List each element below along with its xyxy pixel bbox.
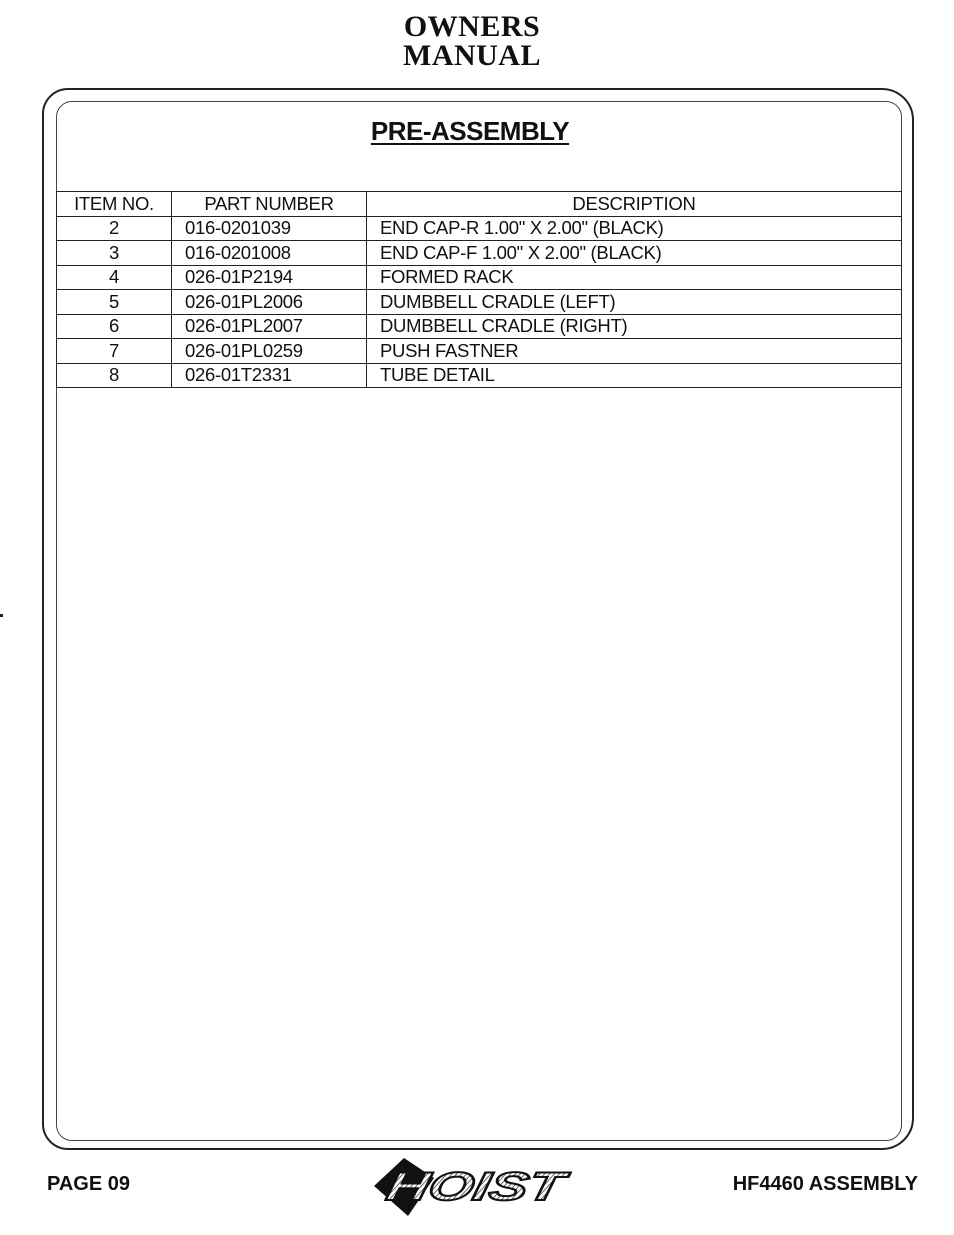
part-number-cell: 016-0201039 <box>172 216 367 241</box>
table-row <box>57 241 902 266</box>
item-no-cell: 5 <box>57 290 172 315</box>
item-no-cell: 4 <box>57 265 172 290</box>
description-cell: DUMBBELL CRADLE (LEFT) <box>367 290 902 315</box>
table-row <box>57 290 902 315</box>
table-header-row <box>57 192 902 217</box>
item-no-cell: 2 <box>57 216 172 241</box>
part-number-cell: 026-01PL0259 <box>172 339 367 364</box>
header-part-number: PART NUMBER <box>172 192 367 217</box>
table-row <box>57 363 902 388</box>
item-no-cell: 6 <box>57 314 172 339</box>
table-row <box>57 216 902 241</box>
scan-mark <box>0 614 3 617</box>
part-number-cell: 026-01PL2006 <box>172 290 367 315</box>
description-cell: END CAP-F 1.00" X 2.00" (BLACK) <box>367 241 902 266</box>
description-cell: PUSH FASTNER <box>367 339 902 364</box>
part-number-cell: 026-01P2194 <box>172 265 367 290</box>
table-row <box>57 339 902 364</box>
part-number-cell: 026-01T2331 <box>172 363 367 388</box>
description-cell: DUMBBELL CRADLE (RIGHT) <box>367 314 902 339</box>
header-item-no: ITEM NO. <box>57 192 172 217</box>
description-cell: FORMED RACK <box>367 265 902 290</box>
header-description: DESCRIPTION <box>367 192 902 217</box>
section-title: PRE-ASSEMBLY <box>370 116 570 146</box>
description-cell: END CAP-R 1.00" X 2.00" (BLACK) <box>367 216 902 241</box>
table-row <box>57 314 902 339</box>
page-number: PAGE 09 <box>47 1173 130 1195</box>
parts-table <box>56 191 902 388</box>
manual-title-line-2: MANUAL <box>403 39 541 72</box>
description-cell: TUBE DETAIL <box>367 363 902 388</box>
hoist-logo <box>370 1156 590 1218</box>
document-id: HF4460 ASSEMBLY <box>732 1173 918 1195</box>
part-number-cell: 016-0201008 <box>172 241 367 266</box>
manual-title <box>0 12 944 70</box>
part-number-cell: 026-01PL2007 <box>172 314 367 339</box>
item-no-cell: 7 <box>57 339 172 364</box>
item-no-cell: 3 <box>57 241 172 266</box>
manual-title-line-1: OWNERS <box>403 10 541 43</box>
table-row <box>57 265 902 290</box>
logo-wordmark: HOIST <box>382 1163 515 1209</box>
item-no-cell: 8 <box>57 363 172 388</box>
